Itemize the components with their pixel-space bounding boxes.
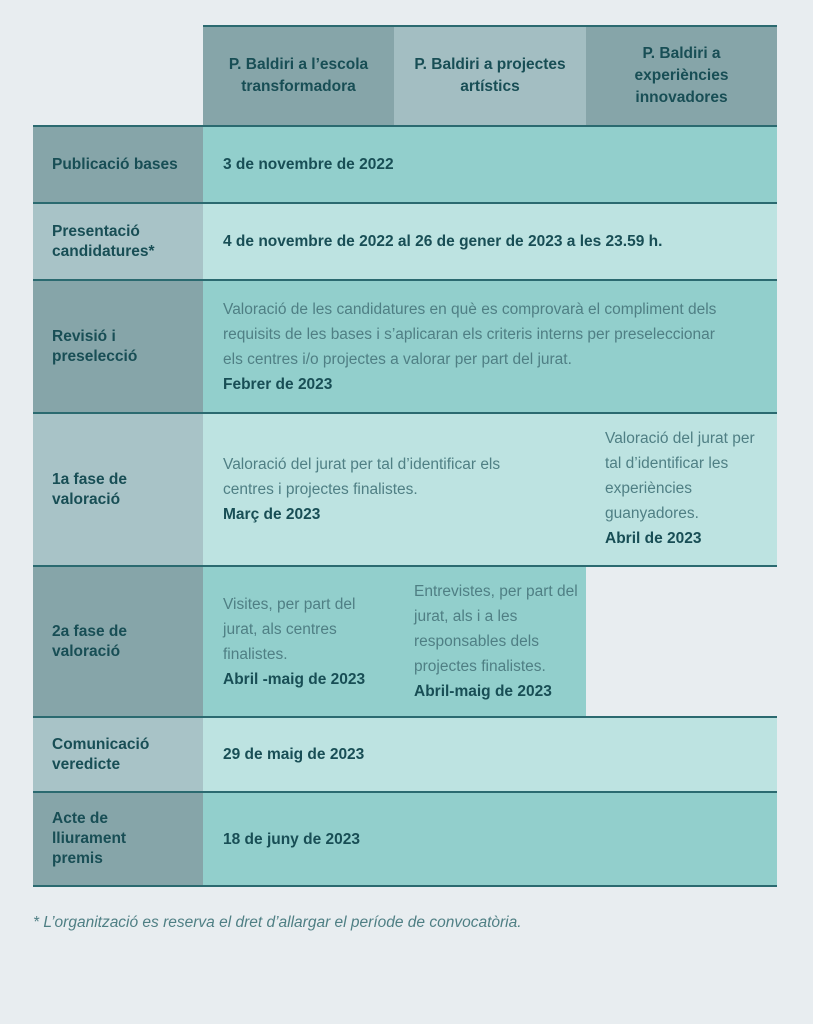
header-col-experiencies	[586, 26, 777, 126]
row-label-comunicacio	[33, 717, 203, 792]
row-divider	[33, 716, 777, 718]
fase2-col2	[414, 579, 584, 704]
header-col-escola	[203, 26, 394, 126]
revisio-date: Febrer de 2023	[223, 375, 333, 393]
fase2-col1-text: Visites, per part del jurat, als centres finalistes.	[223, 596, 356, 663]
table-top-line	[203, 25, 777, 27]
fase2-col2-text: Entrevistes, per part del jurat, als i a les responsables dels projectes finalistes.	[414, 583, 578, 675]
row-divider	[33, 202, 777, 204]
row-label-presentacio-text: Presentació candidatures*	[52, 222, 155, 260]
fase1-left-text: Valoració del jurat per tal d’identificar els centres i projectes finalistes.	[223, 456, 501, 498]
row-label-fase1	[33, 413, 203, 566]
footnote: * L’organització es reserva el dret d’allargar el període de convocatòria.	[33, 914, 522, 931]
row-content-acte	[203, 792, 777, 886]
row-divider	[33, 565, 777, 567]
publicacio-date: 3 de novembre de 2022	[223, 156, 394, 173]
header-col-escola-label: P. Baldiri a l’escola transformadora	[228, 56, 369, 95]
comunicacio-date: 29 de maig de 2023	[223, 746, 365, 763]
row-divider	[33, 791, 777, 793]
row-label-fase2-text: 2a fase de valoració	[52, 622, 127, 660]
revisio-text: Valoració de les candidatures en què es comprovarà el compliment dels requisits de les bases i s’aplicaran els criteris interns per preseleccionar els centres i/o projectes a valorar per part del jurat.	[223, 300, 717, 368]
fase2-col1-date: Abril -maig de 2023	[223, 671, 366, 688]
header-col-artistics	[394, 26, 586, 126]
row-label-comunicacio-text: Comunicació veredicte	[52, 735, 150, 773]
row-content-revisio	[203, 280, 777, 413]
row-label-revisio-text: Revisió i preselecció	[52, 327, 138, 365]
row-divider	[33, 412, 777, 414]
row-label-revisio	[33, 280, 203, 413]
row-content-presentacio	[203, 203, 777, 280]
row-content-comunicacio	[203, 717, 777, 792]
table-bottom-line	[33, 885, 777, 887]
header-col-artistics-label: P. Baldiri a projectes artístics	[414, 56, 566, 95]
header-col-experiencies-label: P. Baldiri a experiències innovadores	[634, 45, 729, 106]
fase2-col2-date: Abril-maig de 2023	[414, 683, 552, 700]
row-label-fase2	[33, 566, 203, 717]
row-label-publicacio-text: Publicació bases	[52, 155, 178, 173]
row-label-publicacio	[33, 126, 203, 203]
fase2-col1	[223, 592, 393, 692]
row-content-fase2	[203, 566, 586, 717]
row-divider	[33, 125, 777, 127]
row-label-acte	[33, 792, 203, 886]
fase1-right-date: Abril de 2023	[605, 530, 702, 547]
row-content-fase1	[203, 413, 777, 566]
row-label-acte-text: Acte de lliurament premis	[52, 810, 127, 867]
fase1-right	[605, 426, 767, 551]
row-label-presentacio	[33, 203, 203, 280]
row-divider	[33, 279, 777, 281]
fase1-right-text: Valoració del jurat per tal d’identificar les experiències guanyadores.	[605, 430, 755, 522]
fase1-left	[223, 452, 553, 527]
row-content-publicacio	[203, 126, 777, 203]
row-label-fase1-text: 1a fase de valoració	[52, 470, 127, 508]
fase1-left-date: Març de 2023	[223, 506, 321, 523]
acte-date: 18 de juny de 2023	[223, 830, 360, 848]
presentacio-date: 4 de novembre de 2022 al 26 de gener de 2023 a les 23.59 h.	[223, 233, 663, 250]
